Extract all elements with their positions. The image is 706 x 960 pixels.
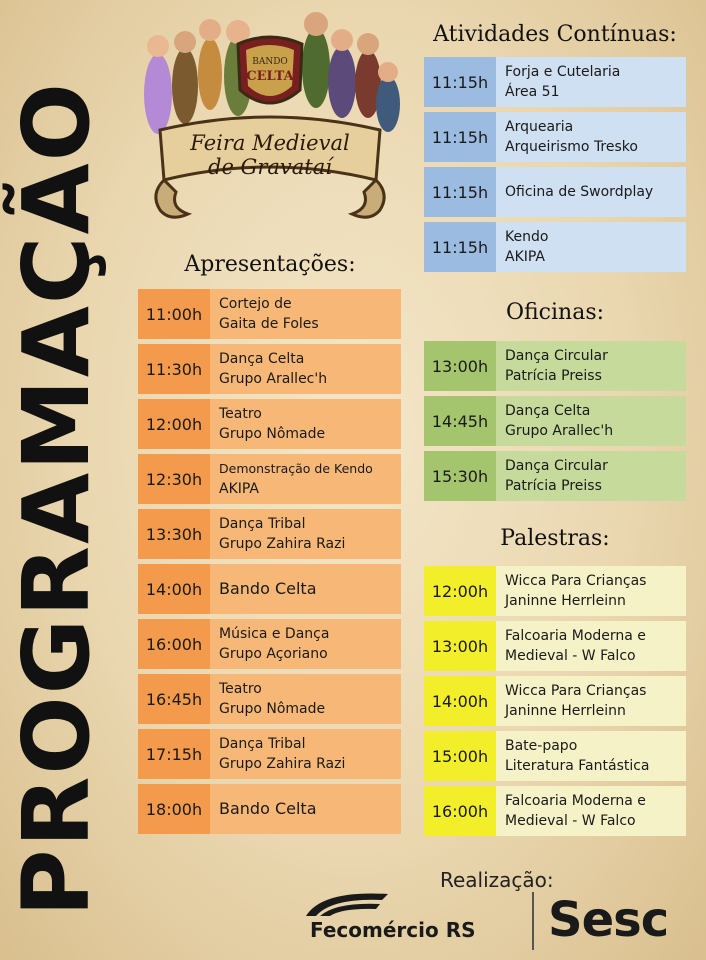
time-cell: 11:15h [424, 222, 496, 272]
desc-cell: Teatro Grupo Nômade [210, 674, 401, 724]
realizacao-label: Realização: [440, 868, 554, 892]
oficinas-title: Oficinas: [505, 300, 605, 325]
time-cell: 16:45h [138, 674, 210, 724]
palestras-title: Palestras: [500, 526, 610, 551]
desc-cell: Dança Circular Patrícia Preiss [496, 451, 686, 501]
schedule-row [138, 564, 401, 614]
banner-line2: de Gravataí [208, 155, 332, 179]
schedule-row [138, 454, 401, 504]
time-cell: 16:00h [424, 786, 496, 836]
schedule-row [424, 396, 686, 446]
desc-cell: Forja e Cutelaria Área 51 [496, 57, 686, 107]
time-cell: 11:30h [138, 344, 210, 394]
schedule-row [138, 509, 401, 559]
desc-cell: Dança Celta Grupo Arallec'h [496, 396, 686, 446]
time-cell: 11:00h [138, 289, 210, 339]
band-logo-line2: CELTA [246, 69, 294, 84]
time-cell: 15:00h [424, 731, 496, 781]
event-logo [130, 4, 410, 236]
band-logo-line1: BANDO [252, 57, 288, 67]
schedule-row [424, 167, 686, 217]
fecomercio-logo [296, 886, 526, 946]
schedule-row [138, 674, 401, 724]
apresentacoes-list [138, 289, 401, 839]
desc-cell: Dança Tribal Grupo Zahira Razi [210, 729, 401, 779]
schedule-row [424, 621, 686, 671]
schedule-row [424, 112, 686, 162]
desc-cell: Falcoaria Moderna e Medieval - W Falco [496, 621, 686, 671]
time-cell: 13:30h [138, 509, 210, 559]
time-cell: 14:45h [424, 396, 496, 446]
desc-cell: Cortejo de Gaita de Foles [210, 289, 401, 339]
schedule-row [424, 57, 686, 107]
desc-cell: Wicca Para Crianças Janinne Herrleinn [496, 676, 686, 726]
schedule-row [138, 344, 401, 394]
desc-cell: Oficina de Swordplay [496, 167, 686, 217]
desc-cell: Teatro Grupo Nômade [210, 399, 401, 449]
time-cell: 14:00h [138, 564, 210, 614]
desc-cell: Demonstração de Kendo AKIPA [210, 454, 401, 504]
desc-cell: Wicca Para Crianças Janinne Herrleinn [496, 566, 686, 616]
desc-cell: Música e Dança Grupo Açoriano [210, 619, 401, 669]
schedule-row [424, 341, 686, 391]
time-cell: 14:00h [424, 676, 496, 726]
fecomercio-swoosh-icon [302, 886, 392, 920]
palestras-list [424, 566, 686, 841]
time-cell: 15:30h [424, 451, 496, 501]
desc-cell: Dança Tribal Grupo Zahira Razi [210, 509, 401, 559]
atividades-list [424, 57, 686, 277]
time-cell: 12:00h [424, 566, 496, 616]
schedule-row [424, 731, 686, 781]
schedule-row [138, 784, 401, 834]
apresentacoes-title: Apresentações: [184, 252, 356, 277]
time-cell: 13:00h [424, 621, 496, 671]
schedule-row [424, 786, 686, 836]
schedule-row [138, 289, 401, 339]
banner-line1: Feira Medieval [190, 131, 350, 155]
time-cell: 11:15h [424, 57, 496, 107]
time-cell: 12:00h [138, 399, 210, 449]
time-cell: 16:00h [138, 619, 210, 669]
schedule-row [424, 676, 686, 726]
sesc-logo [548, 878, 688, 950]
schedule-row [424, 566, 686, 616]
desc-cell: Dança Circular Patrícia Preiss [496, 341, 686, 391]
time-cell: 11:15h [424, 167, 496, 217]
time-cell: 17:15h [138, 729, 210, 779]
desc-cell: Bando Celta [210, 784, 401, 834]
sesc-text: Sesc [548, 892, 669, 948]
schedule-row [424, 222, 686, 272]
schedule-row [138, 399, 401, 449]
time-cell: 11:15h [424, 112, 496, 162]
oficinas-list [424, 341, 686, 506]
schedule-row [138, 729, 401, 779]
vertical-title: PROGRAMAÇÃO [3, 81, 110, 917]
desc-cell: Arquearia Arqueirismo Tresko [496, 112, 686, 162]
desc-cell: Kendo AKIPA [496, 222, 686, 272]
desc-cell: Bate-papo Literatura Fantástica [496, 731, 686, 781]
fecomercio-text: Fecomércio RS [310, 918, 476, 942]
footer-divider [532, 892, 534, 950]
desc-cell: Bando Celta [210, 564, 401, 614]
schedule-row [424, 451, 686, 501]
desc-cell: Falcoaria Moderna e Medieval - W Falco [496, 786, 686, 836]
schedule-row [138, 619, 401, 669]
time-cell: 12:30h [138, 454, 210, 504]
time-cell: 18:00h [138, 784, 210, 834]
time-cell: 13:00h [424, 341, 496, 391]
desc-cell: Dança Celta Grupo Arallec'h [210, 344, 401, 394]
atividades-title: Atividades Contínuas: [433, 22, 677, 47]
